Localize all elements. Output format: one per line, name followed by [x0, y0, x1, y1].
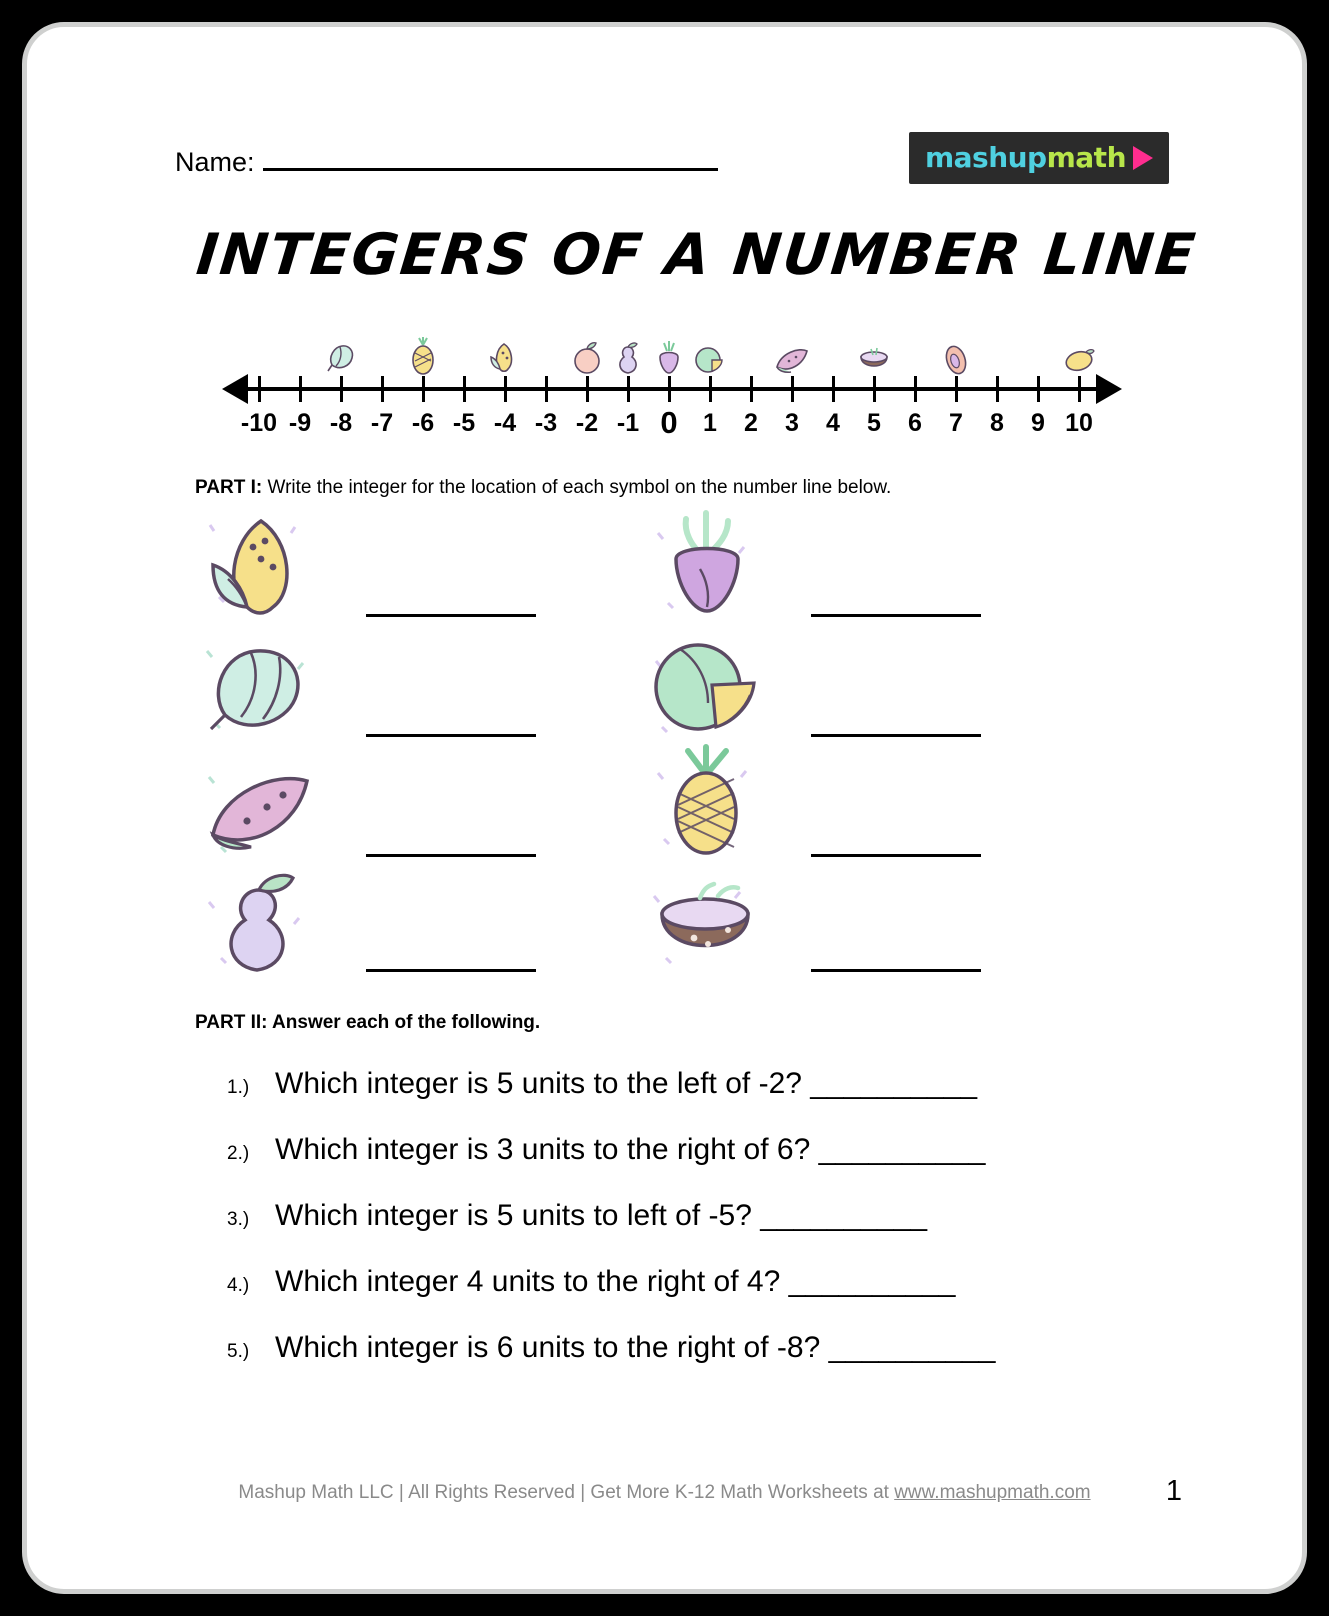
- answer-blank[interactable]: [811, 961, 981, 972]
- tick-label: 10: [1065, 409, 1093, 437]
- tick-label: -7: [370, 409, 394, 437]
- beet-icon: [640, 507, 775, 625]
- tick-mark: [258, 376, 261, 402]
- tick-mark: [750, 376, 753, 402]
- question-row: [227, 1067, 1227, 1101]
- part-2-question-list: [227, 1067, 1227, 1397]
- tick-label: -5: [452, 409, 476, 437]
- logo-text-math: math: [1046, 141, 1126, 174]
- answer-blank[interactable]: [811, 726, 981, 737]
- tick-mark: [832, 376, 835, 402]
- number-line-axis: [242, 387, 1102, 391]
- footer: [27, 1482, 1302, 1504]
- papaya-icon: [933, 335, 979, 381]
- question-row: [227, 1133, 1227, 1167]
- tick-label: -10: [240, 409, 278, 437]
- tick-label: -8: [329, 409, 353, 437]
- lettuce-icon: [195, 627, 330, 745]
- list-item: [640, 627, 981, 745]
- watermelon-icon: [195, 747, 330, 865]
- tick-label: 7: [949, 409, 963, 437]
- tick-label: -1: [616, 409, 640, 437]
- tick-label: 5: [867, 409, 881, 437]
- number-line: [222, 327, 1122, 452]
- list-item: [640, 747, 981, 865]
- answer-blank[interactable]: [366, 726, 536, 737]
- list-item: [195, 747, 536, 865]
- lettuce-icon: [318, 335, 364, 381]
- part-1-heading: [195, 477, 891, 499]
- play-triangle-icon: [1133, 146, 1153, 170]
- coconut-icon: [851, 335, 897, 381]
- question-number: 4.): [227, 1275, 250, 1296]
- question-text[interactable]: Which integer 4 units to the right of 4? __________: [275, 1265, 956, 1298]
- pineapple-icon: [640, 747, 775, 865]
- tick-mark: [381, 376, 384, 402]
- answer-blank[interactable]: [366, 606, 536, 617]
- list-item: [195, 862, 536, 980]
- answer-blank[interactable]: [811, 846, 981, 857]
- answer-blank[interactable]: [811, 606, 981, 617]
- melon-icon: [640, 627, 775, 745]
- tick-label: -4: [493, 409, 517, 437]
- list-item: [195, 507, 536, 625]
- tick-label: 2: [744, 409, 758, 437]
- question-row: [227, 1199, 1227, 1233]
- question-text[interactable]: Which integer is 6 units to the right of -8? __________: [275, 1331, 996, 1364]
- question-text[interactable]: Which integer is 5 units to the left of -2? __________: [275, 1067, 978, 1100]
- corn-icon: [195, 507, 330, 625]
- page-title: INTEGERS OF A NUMBER LINE: [193, 222, 1200, 288]
- mashup-math-logo: [909, 132, 1169, 184]
- watermelon-icon: [769, 335, 815, 381]
- peach-icon: [564, 335, 610, 381]
- tick-mark: [545, 376, 548, 402]
- question-number: 1.): [227, 1077, 250, 1098]
- tick-mark: [463, 376, 466, 402]
- name-field-row: [175, 142, 718, 178]
- tick-label: 3: [785, 409, 799, 437]
- tick-label: -9: [288, 409, 312, 437]
- pineapple-icon: [400, 335, 446, 381]
- name-label: Name:: [175, 147, 255, 177]
- question-row: [227, 1265, 1227, 1299]
- coconut-icon: [640, 862, 775, 980]
- question-row: [227, 1331, 1227, 1365]
- list-item: [195, 627, 536, 745]
- beet-icon: [646, 335, 692, 381]
- tick-label: -6: [411, 409, 435, 437]
- tick-label: 8: [990, 409, 1004, 437]
- tick-label: 1: [703, 409, 717, 437]
- footer-website-link[interactable]: www.mashupmath.com: [894, 1482, 1091, 1503]
- part-1-label: PART I:: [195, 477, 263, 498]
- melon-icon: [687, 335, 733, 381]
- tick-label: -3: [534, 409, 558, 437]
- tick-mark: [914, 376, 917, 402]
- answer-blank[interactable]: [366, 846, 536, 857]
- name-input-line[interactable]: [263, 142, 718, 171]
- part-2-heading: PART II: Answer each of the following.: [195, 1012, 541, 1033]
- question-text[interactable]: Which integer is 5 units to left of -5? __________: [275, 1199, 928, 1232]
- pear-icon: [605, 335, 651, 381]
- list-item: [640, 507, 981, 625]
- tick-label: 4: [826, 409, 840, 437]
- tick-label: 6: [908, 409, 922, 437]
- question-number: 3.): [227, 1209, 250, 1230]
- tick-mark: [1037, 376, 1040, 402]
- question-text[interactable]: Which integer is 3 units to the right of 6? __________: [275, 1133, 986, 1166]
- question-number: 2.): [227, 1143, 250, 1164]
- tick-label-zero: 0: [660, 405, 678, 440]
- part-1-symbol-grid: [195, 507, 1135, 987]
- tick-label: 9: [1031, 409, 1045, 437]
- worksheet-sheet: [27, 27, 1302, 1589]
- part-1-instructions: Write the integer for the location of each symbol on the number line below.: [267, 477, 892, 498]
- footer-text: Mashup Math LLC | All Rights Reserved | Get More K-12 Math Worksheets at: [238, 1482, 895, 1503]
- corn-icon: [482, 335, 528, 381]
- worksheet-page: [22, 22, 1307, 1594]
- tick-mark: [996, 376, 999, 402]
- tick-mark: [299, 376, 302, 402]
- page-number: 1: [1165, 1475, 1182, 1507]
- question-number: 5.): [227, 1341, 250, 1362]
- pear-icon: [195, 862, 330, 980]
- logo-text-mash: mashup: [924, 141, 1047, 174]
- answer-blank[interactable]: [366, 961, 536, 972]
- lemon-icon: [1056, 335, 1102, 381]
- tick-label: -2: [575, 409, 599, 437]
- list-item: [640, 862, 981, 980]
